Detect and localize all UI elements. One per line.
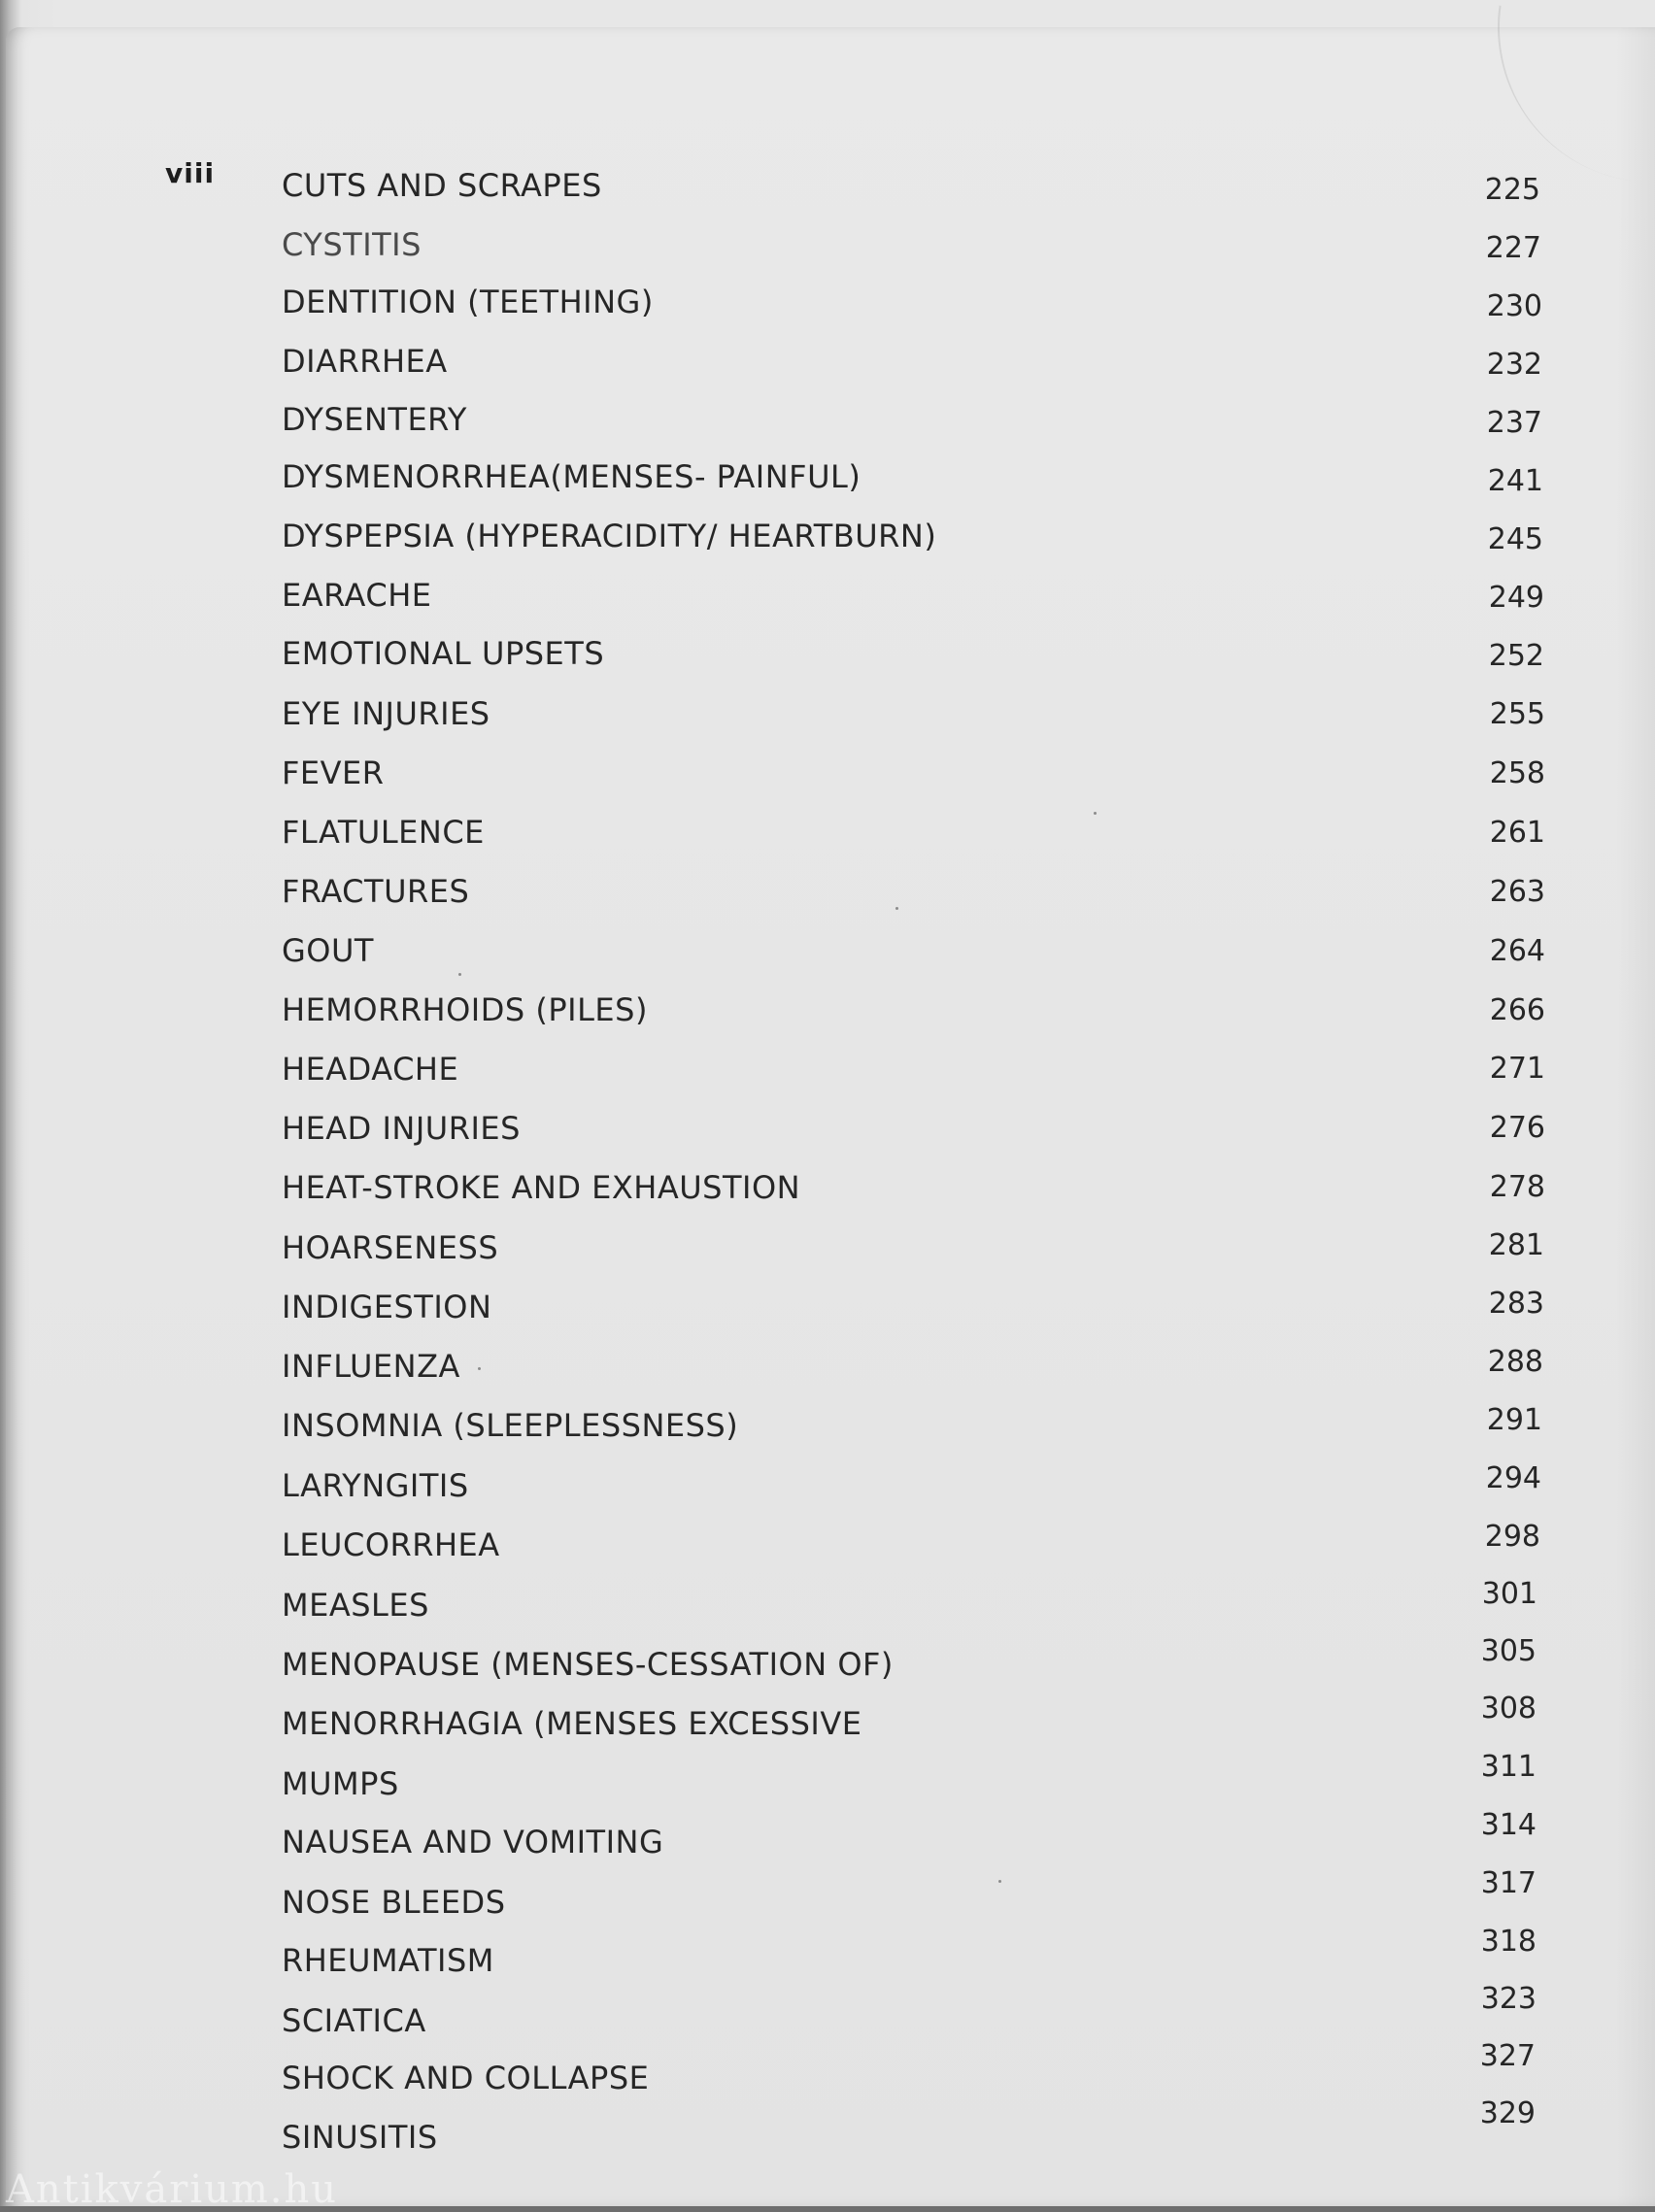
toc-entry-title: DYSENTERY — [282, 401, 467, 438]
toc-entry-page: 301 — [1481, 1577, 1537, 1611]
toc-entry-page: 278 — [1489, 1170, 1545, 1204]
toc-entry-page: 308 — [1480, 1692, 1537, 1726]
toc-entry-title: EYE INJURIES — [282, 695, 490, 732]
toc-entry-title: NOSE BLEEDS — [282, 1884, 506, 1921]
table-of-contents — [6, 27, 1655, 2206]
toc-entry-page: 311 — [1480, 1750, 1537, 1784]
toc-entry-title: HOARSENESS — [282, 1229, 499, 1266]
book-page — [6, 27, 1655, 2206]
toc-entry-title: MUMPS — [282, 1765, 399, 1802]
toc-entry-page: 318 — [1480, 1925, 1537, 1959]
toc-entry-page: 305 — [1480, 1634, 1537, 1668]
toc-entry-title: EMOTIONAL UPSETS — [282, 635, 605, 672]
toc-entry-page: 261 — [1489, 816, 1545, 850]
toc-entry-title: FEVER — [282, 754, 385, 791]
toc-entry-title: MENOPAUSE (MENSES-CESSATION OF) — [282, 1646, 894, 1683]
toc-entry-title: INFLUENZA — [282, 1348, 460, 1385]
toc-entry-title: CYSTITIS — [282, 226, 422, 263]
page-number: viii — [165, 157, 216, 189]
toc-entry-page: 283 — [1488, 1287, 1544, 1321]
paper-speck — [458, 973, 461, 976]
paper-speck — [478, 1367, 481, 1370]
toc-entry-page: 314 — [1480, 1808, 1537, 1842]
toc-entry-title: FRACTURES — [282, 873, 470, 910]
toc-entry-title: RHEUMATISM — [282, 1942, 494, 1979]
toc-entry-title: DYSMENORRHEA(MENSES- PAINFUL) — [282, 458, 861, 495]
toc-entry-page: 258 — [1489, 756, 1545, 790]
toc-entry-page: 327 — [1479, 2039, 1536, 2073]
toc-entry-page: 329 — [1479, 2096, 1536, 2130]
paper-speck — [998, 1880, 1001, 1883]
toc-entry-title: DYSPEPSIA (HYPERACIDITY/ HEARTBURN) — [282, 518, 937, 554]
toc-entry-page: 263 — [1489, 875, 1545, 909]
toc-entry-page: 225 — [1484, 173, 1540, 207]
toc-entry-title: MENORRHAGIA (MENSES EXCESSIVE — [282, 1705, 862, 1742]
toc-entry-page: 230 — [1486, 289, 1542, 323]
toc-entry-title: DENTITION (TEETHING) — [282, 284, 654, 320]
toc-entry-page: 317 — [1480, 1866, 1537, 1900]
toc-entry-title: CUTS AND SCRAPES — [282, 167, 602, 204]
toc-entry-page: 245 — [1487, 522, 1543, 556]
toc-entry-page: 227 — [1485, 231, 1541, 265]
toc-entry-title: SHOCK AND COLLAPSE — [282, 2060, 650, 2096]
toc-entry-title: EARACHE — [282, 577, 432, 614]
toc-entry-page: 255 — [1489, 697, 1545, 731]
toc-entry-title: FLATULENCE — [282, 814, 485, 851]
toc-entry-page: 276 — [1489, 1111, 1545, 1145]
toc-entry-title: HEAD INJURIES — [282, 1110, 521, 1147]
toc-entry-page: 237 — [1486, 406, 1542, 440]
toc-entry-page: 323 — [1480, 1982, 1537, 2016]
toc-entry-page: 291 — [1486, 1403, 1542, 1437]
toc-entry-title: MEASLES — [282, 1587, 429, 1624]
toc-entry-page: 232 — [1486, 348, 1542, 382]
paper-speck — [1094, 812, 1097, 815]
toc-entry-title: INSOMNIA (SLEEPLESSNESS) — [282, 1407, 739, 1444]
toc-entry-title: NAUSEA AND VOMITING — [282, 1824, 664, 1860]
toc-entry-page: 249 — [1488, 581, 1544, 615]
toc-entry-page: 281 — [1488, 1228, 1544, 1262]
toc-entry-page: 294 — [1485, 1461, 1541, 1495]
toc-entry-page: 271 — [1489, 1052, 1545, 1086]
toc-entry-title: GOUT — [282, 932, 374, 969]
watermark: Antikvárium.hu — [6, 2167, 339, 2212]
toc-entry-title: INDIGESTION — [282, 1289, 492, 1325]
toc-entry-title: LARYNGITIS — [282, 1467, 469, 1504]
paper-speck — [895, 907, 898, 910]
toc-entry-page: 288 — [1487, 1345, 1543, 1379]
toc-entry-title: HEADACHE — [282, 1051, 459, 1088]
toc-entry-title: SCIATICA — [282, 2002, 426, 2039]
toc-entry-title: DIARRHEA — [282, 343, 448, 380]
toc-entry-title: SINUSITIS — [282, 2119, 438, 2156]
toc-entry-page: 266 — [1489, 993, 1545, 1027]
toc-entry-page: 241 — [1487, 464, 1543, 498]
toc-entry-title: LEUCORRHEA — [282, 1526, 500, 1563]
toc-entry-page: 264 — [1489, 934, 1545, 968]
toc-entry-title: HEMORRHOIDS (PILES) — [282, 991, 648, 1028]
toc-entry-page: 298 — [1484, 1520, 1540, 1554]
toc-entry-title: HEAT-STROKE AND EXHAUSTION — [282, 1169, 801, 1206]
toc-entry-page: 252 — [1488, 639, 1544, 673]
